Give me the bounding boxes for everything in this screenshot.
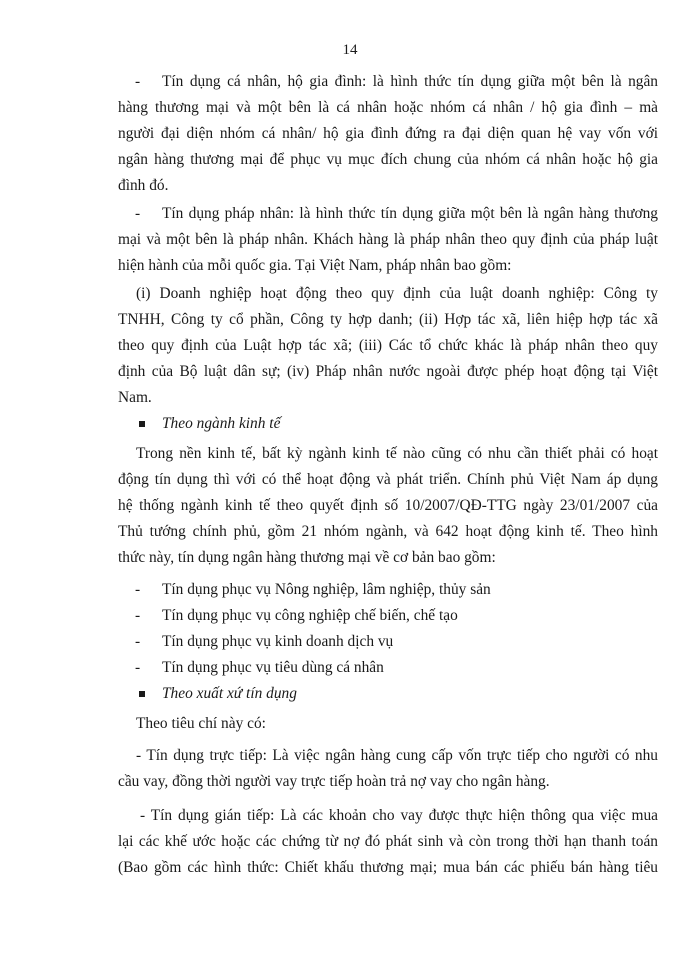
list-item-text: Tín dụng phục vụ Nông nghiệp, lâm nghiệp, thủy sản (162, 581, 491, 598)
list-dash: - (135, 581, 141, 598)
paragraph-line: ngân hàng thương mại để phục vụ mục đích chung của nhóm cá nhân hoặc hộ gia (118, 151, 658, 168)
list-dash: - (135, 205, 141, 222)
paragraph-line: hàng thương mại và một bên là cá nhân hoặc nhóm cá nhân / hộ gia đình – mà (118, 99, 658, 116)
list-dash: - (135, 659, 141, 676)
paragraph-text: - Tín dụng trực tiếp: Là việc ngân hàng cung cấp vốn trực tiếp cho người có nhu (136, 747, 658, 764)
paragraph-text: Trong nền kinh tế, bất kỳ ngành kinh tế nào cũng có nhu cần thiết phải có hoạt (136, 445, 658, 462)
list-item-text: Tín dụng phục vụ công nghiệp chế biến, chế tạo (162, 607, 458, 624)
paragraph-line: Nam. (118, 389, 152, 406)
paragraph-text: - Tín dụng gián tiếp: Là các khoản cho vay được thực hiện thông qua việc mua (140, 807, 658, 824)
paragraph-line: hiện hành của mỗi quốc gia. Tại Việt Nam, pháp nhân bao gồm: (118, 257, 512, 274)
paragraph-line: TNHH, Công ty cổ phần, Công ty hợp danh; (ii) Hợp tác xã, liên hiệp hợp tác xã (118, 311, 658, 328)
paragraph-line: (Bao gồm các hình thức: Chiết khấu thương mại; mua bán các phiếu bán hàng tiêu (118, 859, 658, 876)
paragraph-line: người đại diện nhóm cá nhân/ hộ gia đình đứng ra đại diện quan hệ vay vốn với (118, 125, 658, 142)
paragraph-line: theo quy định của Luật hợp tác xã; (iii) Các tổ chức khác là pháp nhân theo quy (118, 337, 658, 354)
paragraph-line: thức này, tín dụng ngân hàng thương mại về cơ bản bao gồm: (118, 549, 496, 566)
list-dash: - (135, 633, 141, 650)
paragraph-text: (i) Doanh nghiệp hoạt động theo quy định của luật doanh nghiệp: Công ty (136, 285, 658, 302)
paragraph-line: định của Bộ luật dân sự; (iv) Pháp nhân nước ngoài được phép hoạt động tại Việt (118, 363, 658, 380)
square-bullet-icon (139, 691, 145, 697)
list-item-text: Tín dụng cá nhân, hộ gia đình: là hình thức tín dụng giữa một bên là ngân (162, 73, 658, 90)
paragraph-line: Thủ tướng chính phủ, gồm 21 nhóm ngành, và 642 hoạt động kinh tế. Theo hình (118, 523, 658, 540)
list-item-text: Tín dụng phục vụ tiêu dùng cá nhân (162, 659, 384, 676)
paragraph-line: động tín dụng thì với có thể hoạt động và phát triển. Chính phủ Việt Nam áp dụng (118, 471, 658, 488)
section-heading-text: Theo xuất xứ tín dụng (162, 685, 297, 702)
list-item-text: Tín dụng pháp nhân: là hình thức tín dụng giữa một bên là ngân hàng thương (162, 205, 658, 222)
list-item-text: Tín dụng phục vụ kinh doanh dịch vụ (162, 633, 394, 650)
paragraph-line: hệ thống ngành kinh tế theo quyết định số 10/2007/QĐ-TTG ngày 23/01/2007 của (118, 497, 658, 514)
list-dash: - (135, 607, 141, 624)
paragraph-line: lại các khế ước hoặc các chứng từ nợ đó phát sinh và còn trong thời hạn thanh toán (118, 833, 658, 850)
section-heading-text: Theo ngành kinh tế (162, 415, 281, 432)
square-bullet-icon (139, 421, 145, 427)
paragraph-text: Theo tiêu chí này có: (136, 715, 266, 732)
page-number: 14 (342, 42, 358, 58)
paragraph-line: đình đó. (118, 177, 169, 194)
paragraph-line: mại và một bên là pháp nhân. Khách hàng là pháp nhân theo quy định của pháp luật (118, 231, 658, 248)
list-dash: - (135, 73, 141, 90)
paragraph-line: cầu vay, đồng thời người vay trực tiếp hoàn trả nợ vay cho ngân hàng. (118, 773, 550, 790)
